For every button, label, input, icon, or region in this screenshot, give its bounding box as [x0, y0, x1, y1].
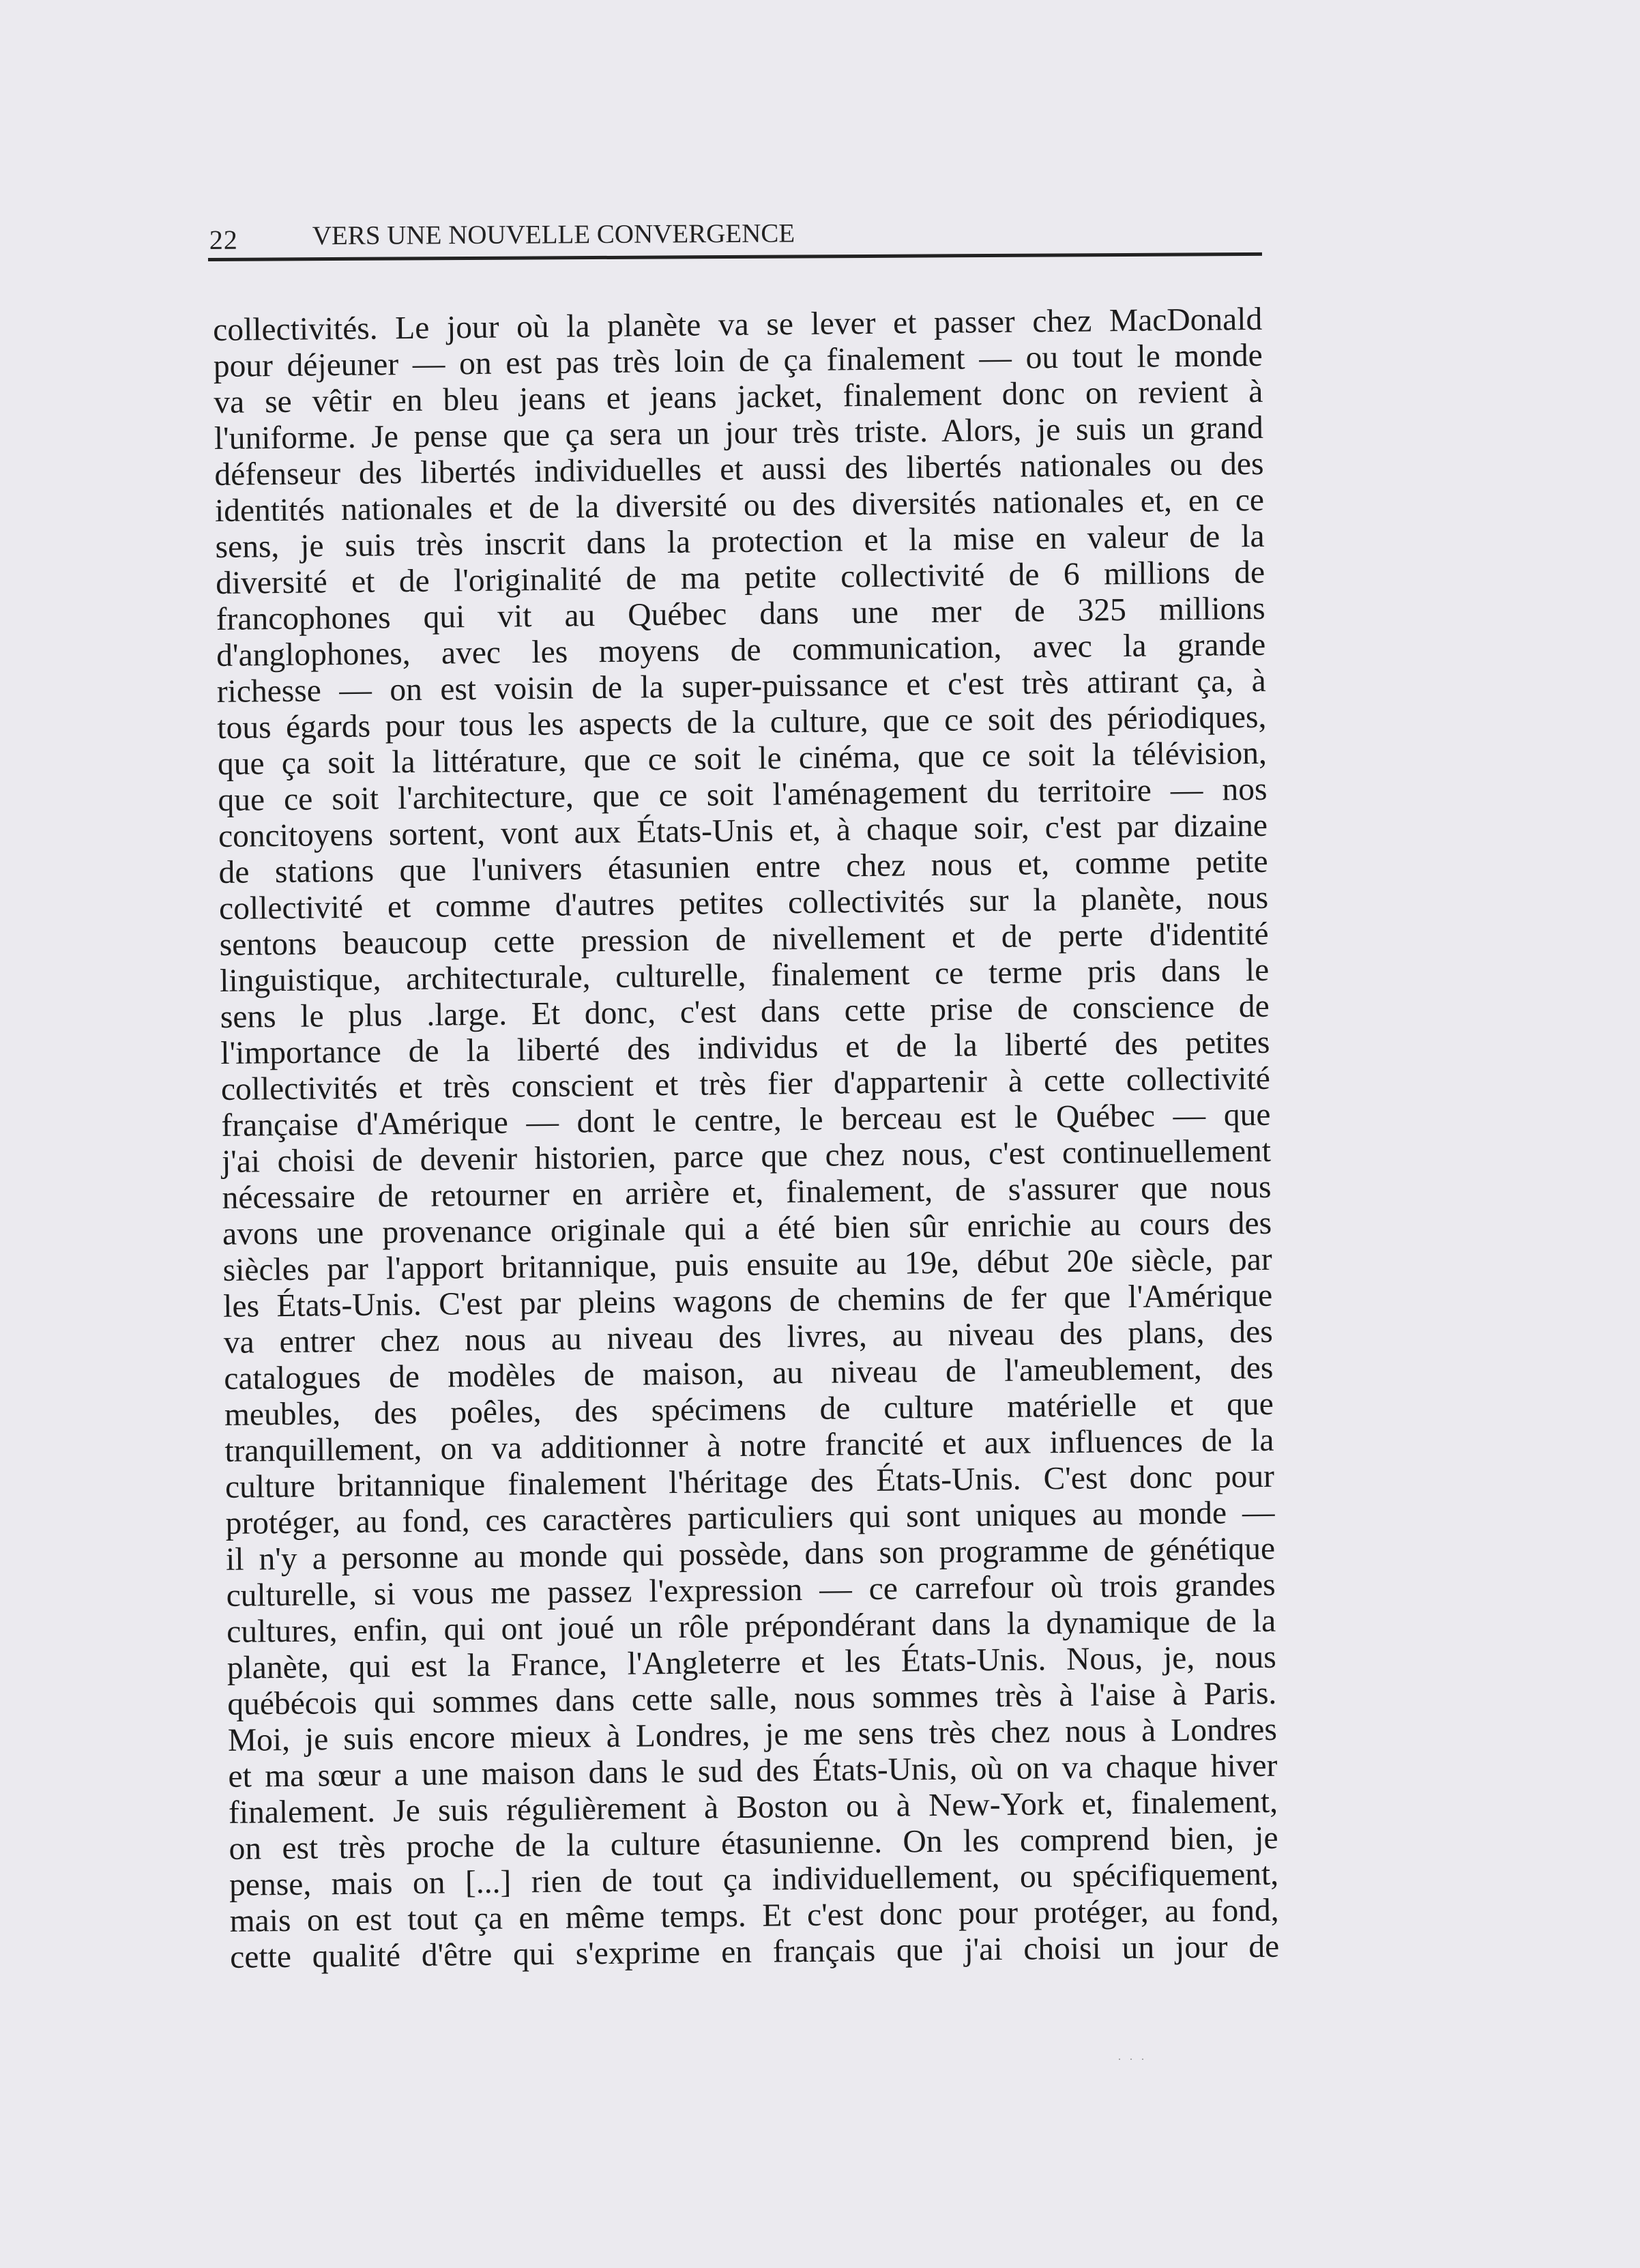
text-line: on est très proche de la culture étasunienne. On les comprend bien, je [229, 1820, 1278, 1867]
text-line: concitoyens sortent, vont aux États-Unis et, à chaque soir, c'est par dizaine [218, 807, 1268, 854]
text-line: finalement. Je suis régulièrement à Boston ou à New-York et, finalement, [228, 1784, 1278, 1831]
text-line: collectivité et comme d'autres petites collectivités sur la planète, nous [218, 879, 1269, 927]
text-line: de stations que l'univers étasunien entre chez nous et, comme petite [218, 843, 1268, 890]
text-line: québécois qui sommes dans cette salle, nous sommes très à l'aise à Paris. [227, 1675, 1277, 1722]
text-line: que ça soit la littérature, que ce soit le cinéma, que ce soit la télévision, [217, 735, 1268, 782]
text-line: collectivités. Le jour où la planète va se lever et passer chez MacDonald [213, 301, 1263, 348]
text-line: nécessaire de retourner en arrière et, finalement, de s'assurer que nous [222, 1169, 1272, 1216]
text-line: culture britannique finalement l'héritage des États-Unis. C'est donc pour [224, 1458, 1275, 1505]
text-line: tous égards pour tous les aspects de la culture, que ce soit des périodiques, [217, 699, 1267, 746]
text-line: cultures, enfin, qui ont joué un rôle prépondérant dans la dynamique de la [226, 1603, 1276, 1650]
page-number: 22 [209, 224, 238, 255]
running-title: VERS UNE NOUVELLE CONVERGENCE [312, 218, 795, 251]
text-line: collectivités et très conscient et très fier d'appartenir à cette collectivité [220, 1060, 1271, 1107]
text-line: que ce soit l'architecture, que ce soit l'aménagement du territoire — nos [218, 771, 1268, 818]
text-line: cette qualité d'être qui s'exprime en français que j'ai choisi un jour de [229, 1928, 1280, 1975]
text-line: d'anglophones, avec les moyens de communication, avec la grande [216, 626, 1266, 673]
text-line: siècles par l'apport britannique, puis ensuite au 19e, début 20e siècle, par [222, 1241, 1272, 1288]
text-line: sentons beaucoup cette pression de nivellement et de perte d'identité [219, 916, 1269, 963]
text-line: l'uniforme. Je pense que ça sera un jour très triste. Alors, je suis un grand [214, 409, 1264, 456]
running-header [208, 218, 1262, 261]
text-line: Moi, je suis encore mieux à Londres, je me sens très chez nous à Londres [227, 1711, 1278, 1758]
text-line: j'ai choisi de devenir historien, parce que chez nous, c'est continuellement [221, 1133, 1272, 1180]
text-line: linguistique, architecturale, culturelle, finalement ce terme pris dans le [219, 952, 1270, 999]
text-line: protéger, au fond, ces caractères particuliers qui sont uniques au monde — [225, 1494, 1275, 1541]
text-line: les États-Unis. C'est par pleins wagons de chemins de fer que l'Amérique [222, 1277, 1273, 1324]
text-line: identités nationales et de la diversité ou des diversités nationales et, en ce [214, 482, 1265, 529]
text-line: pour déjeuner — on est pas très loin de ça finalement — ou tout le monde [213, 337, 1263, 384]
text-line: tranquillement, on va additionner à notre francité et aux influences de la [224, 1422, 1274, 1469]
text-line: mais on est tout ça en même temps. Et c'est donc pour protéger, au fond, [229, 1892, 1279, 1939]
body-paragraph [213, 302, 1279, 1976]
text-line: sens le plus .large. Et donc, c'est dans cette prise de conscience de [220, 988, 1270, 1035]
text-line: il n'y a personne au monde qui possède, dans son programme de génétique [225, 1530, 1276, 1578]
text-line: pense, mais on [...] rien de tout ça individuellement, ou spécifiquement, [229, 1856, 1279, 1903]
text-line: planète, qui est la France, l'Angleterre et les États-Unis. Nous, je, nous [226, 1639, 1276, 1686]
text-line: française d'Amérique — dont le centre, le berceau est le Québec — que [221, 1096, 1271, 1144]
text-line: diversité et de l'originalité de ma petite collectivité de 6 millions de [215, 554, 1265, 601]
text-line: défenseur des libertés individuelles et aussi des libertés nationales ou des [214, 446, 1264, 493]
text-line: va entrer chez nous au niveau des livres, au niveau des plans, des [223, 1313, 1274, 1361]
scan-specks: · · · [1117, 2052, 1147, 2065]
text-line: et ma sœur a une maison dans le sud des États-Unis, où on va chaque hiver [228, 1747, 1278, 1794]
text-line: catalogues de modèles de maison, au niveau de l'ameublement, des [224, 1350, 1274, 1397]
text-line: francophones qui vit au Québec dans une mer de 325 millions [216, 590, 1265, 637]
text-line: culturelle, si vous me passez l'expression — ce carrefour où trois grandes [226, 1567, 1276, 1614]
text-line: l'importance de la liberté des individus et de la liberté des petites [220, 1024, 1270, 1071]
text-line: meubles, des poêles, des spécimens de culture matérielle et que [224, 1386, 1274, 1433]
text-line: va se vêtir en bleu jeans et jeans jacket, finalement donc on revient à [214, 373, 1263, 420]
text-line: sens, je suis très inscrit dans la protection et la mise en valeur de la [215, 518, 1265, 565]
text-line: avons une provenance originale qui a été bien sûr enrichie au cours des [222, 1205, 1272, 1252]
text-line: richesse — on est voisin de la super-puissance et c'est très attirant ça, à [216, 663, 1267, 710]
